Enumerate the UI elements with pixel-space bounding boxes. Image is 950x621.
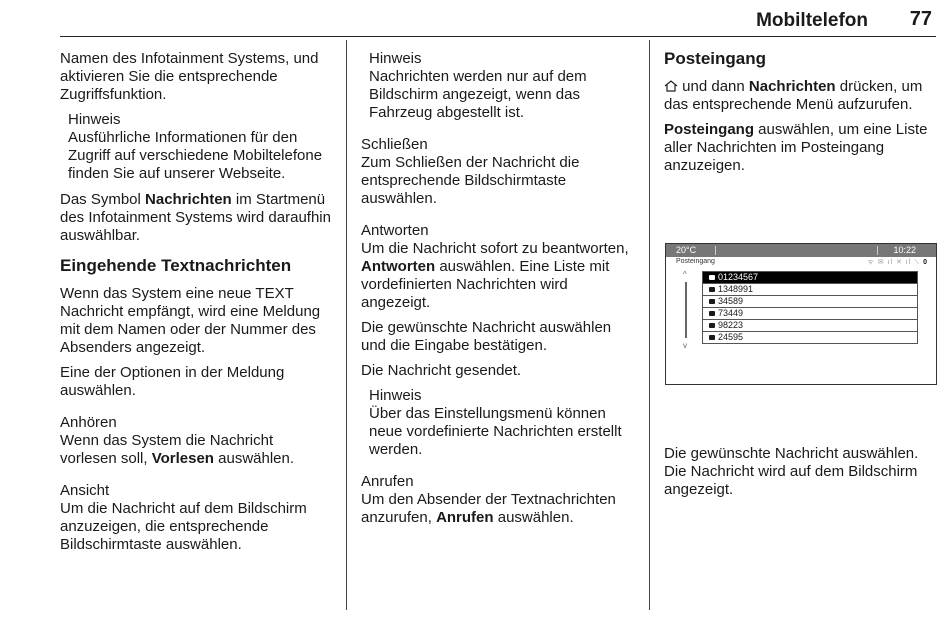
bold-term: Anrufen bbox=[436, 509, 494, 526]
paragraph: und dann Nachrichten drücken, um das entsprechende Menü aufzurufen. bbox=[664, 78, 923, 113]
inbox-screen-image bbox=[665, 243, 937, 385]
screen-title: Posteingang bbox=[676, 258, 715, 265]
column-divider bbox=[346, 40, 347, 610]
paragraph: Die gewünschte Nachricht auswählen und die Eingabe bestätigen. bbox=[361, 319, 612, 354]
list-item: 1348991 bbox=[702, 284, 918, 296]
envelope-icon bbox=[709, 323, 715, 328]
list-item: 01234567 bbox=[702, 271, 918, 284]
paragraph: Zum Schließen der Nachricht die entsprechende Bildschirmtaste auswählen. bbox=[361, 154, 580, 207]
list-item: 73449 bbox=[702, 308, 918, 320]
home-icon bbox=[664, 80, 678, 92]
bold-term: Vorlesen bbox=[151, 450, 214, 467]
paragraph: Eine der Optionen in der Meldung auswählen. bbox=[60, 364, 285, 399]
envelope-icon bbox=[709, 299, 715, 304]
clock: 10:22 bbox=[893, 245, 916, 255]
column-divider bbox=[649, 40, 650, 610]
envelope-icon bbox=[709, 287, 715, 292]
temperature: 20°C bbox=[676, 245, 697, 255]
heading-incoming: Eingehende Textnachrichten bbox=[60, 256, 292, 275]
subheading-close: Schließen bbox=[361, 136, 428, 153]
column-3 bbox=[664, 50, 936, 182]
subheading-reply: Antworten bbox=[361, 222, 429, 239]
paragraph: Die gewünschte Nachricht auswählen. Die Nachricht wird auf dem Bildschirm angezeigt. bbox=[664, 445, 919, 498]
paragraph: Um den Absender der Textnachrichten anzurufen, Anrufen auswählen. bbox=[361, 491, 616, 526]
page-number: 77 bbox=[909, 8, 932, 30]
scrollbar bbox=[685, 282, 687, 338]
list-item: 34589 bbox=[702, 296, 918, 308]
bold-term: Posteingang bbox=[664, 121, 755, 138]
note-title: Hinweis bbox=[68, 111, 121, 128]
note bbox=[68, 111, 332, 183]
paragraph: Um die Nachricht sofort zu beantworten, Antworten auswählen. Eine Liste mit vordefinierten Nachrichten wird angezeigt. bbox=[361, 240, 629, 311]
note-text: Über das Einstellungsmenü können neue vordefinierte Nachrichten erstellt werden. bbox=[369, 405, 622, 458]
note-text: Ausführliche Informationen für den Zugriff auf verschiedene Mobiltelefone finden Sie auf unserer Webseite. bbox=[68, 129, 323, 182]
divider bbox=[877, 246, 878, 255]
scroll-up-icon: ^ bbox=[683, 270, 687, 279]
paragraph: Das Symbol Nachrichten im Startmenü des Infotainment Systems wird daraufhin auswählbar. bbox=[60, 191, 331, 244]
paragraph: Namen des Infotainment Systems, und aktivieren Sie die entsprechende Zugriffsfunktion. bbox=[60, 50, 319, 103]
status-icons: ᯤ ✉ ıl ✕ ıl ⟍ 0 bbox=[867, 259, 928, 266]
battery-icon: 0 bbox=[923, 259, 928, 266]
note bbox=[369, 50, 637, 122]
screen-status-bar bbox=[666, 244, 936, 257]
column-1 bbox=[60, 50, 332, 561]
list-item: 24595 bbox=[702, 332, 918, 344]
message-list bbox=[702, 271, 918, 344]
subheading-listen: Anhören bbox=[60, 414, 117, 431]
bold-term: Nachrichten bbox=[748, 78, 836, 95]
subheading-view: Ansicht bbox=[60, 482, 110, 499]
bold-term: Nachrichten bbox=[145, 191, 232, 208]
scroll-down-icon: v bbox=[683, 341, 687, 350]
heading-inbox: Posteingang bbox=[664, 49, 767, 68]
paragraph: Wenn das System eine neue TEXT Nachricht empfängt, wird eine Meldung mit dem Namen oder der Nummer des Absenders angezeigt. bbox=[60, 285, 321, 356]
divider bbox=[715, 246, 716, 255]
note-title: Hinweis bbox=[369, 50, 422, 67]
column-2 bbox=[361, 50, 637, 534]
bold-term: Antworten bbox=[361, 258, 436, 275]
note bbox=[369, 387, 637, 459]
subheading-call: Anrufen bbox=[361, 473, 414, 490]
list-item: 98223 bbox=[702, 320, 918, 332]
note-title: Hinweis bbox=[369, 387, 422, 404]
paragraph: Posteingang auswählen, um eine Liste aller Nachrichten im Posteingang anzuzeigen. bbox=[664, 121, 928, 174]
paragraph: Die Nachricht gesendet. bbox=[361, 362, 522, 379]
paragraph: Um die Nachricht auf dem Bildschirm anzuzeigen, die entsprechende Bildschirmtaste auswählen. bbox=[60, 500, 307, 553]
envelope-icon bbox=[709, 311, 715, 316]
note-text: Nachrichten werden nur auf dem Bildschirm angezeigt, wenn das Fahrzeug abgestellt ist. bbox=[369, 68, 587, 121]
section-title: Mobiltelefon bbox=[756, 10, 868, 31]
page-header bbox=[60, 0, 936, 37]
envelope-icon bbox=[709, 335, 715, 340]
envelope-icon bbox=[709, 275, 715, 280]
paragraph: Wenn das System die Nachricht vorlesen soll, Vorlesen auswählen. bbox=[60, 432, 295, 467]
